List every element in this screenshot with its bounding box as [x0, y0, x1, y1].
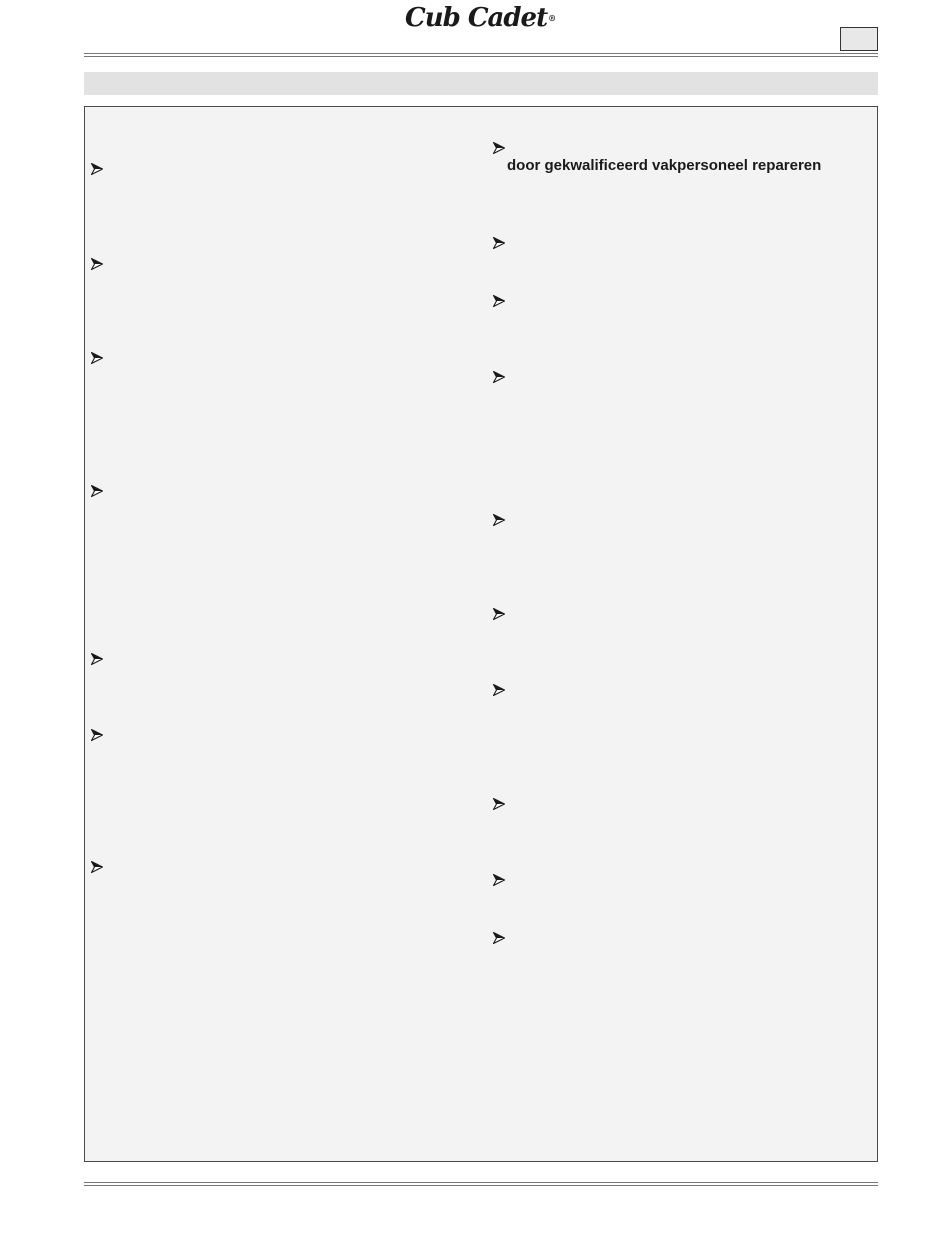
- arrowhead-bullet-icon: [492, 294, 506, 308]
- page-number-box: [840, 27, 878, 51]
- arrowhead-bullet-icon: [492, 370, 506, 384]
- registered-mark: ®: [548, 13, 556, 23]
- header-rule-bottom: [84, 56, 878, 57]
- arrowhead-bullet-icon: [90, 162, 104, 176]
- arrowhead-bullet-icon: [90, 728, 104, 742]
- arrowhead-bullet-icon: [90, 351, 104, 365]
- brand-name: Cub Cadet: [405, 3, 548, 33]
- arrowhead-bullet-icon: [90, 257, 104, 271]
- repair-by-professionals-text: door gekwalificeerd vakpersoneel repareren: [507, 157, 822, 174]
- arrowhead-bullet-icon: [90, 652, 104, 666]
- arrowhead-bullet-icon: [492, 513, 506, 527]
- arrowhead-bullet-icon: [492, 236, 506, 250]
- arrowhead-bullet-icon: [492, 141, 506, 155]
- arrowhead-bullet-icon: [492, 931, 506, 945]
- footer-rule-bottom: [84, 1185, 878, 1186]
- content-frame: [84, 106, 878, 1162]
- footer-rule-top: [84, 1182, 878, 1183]
- header-rule-top: [84, 53, 878, 54]
- arrowhead-bullet-icon: [492, 797, 506, 811]
- arrowhead-bullet-icon: [90, 484, 104, 498]
- arrowhead-bullet-icon: [90, 860, 104, 874]
- arrowhead-bullet-icon: [492, 873, 506, 887]
- cub-cadet-logo: [405, 3, 577, 33]
- arrowhead-bullet-icon: [492, 683, 506, 697]
- arrowhead-bullet-icon: [492, 607, 506, 621]
- section-title-bar: [84, 72, 878, 95]
